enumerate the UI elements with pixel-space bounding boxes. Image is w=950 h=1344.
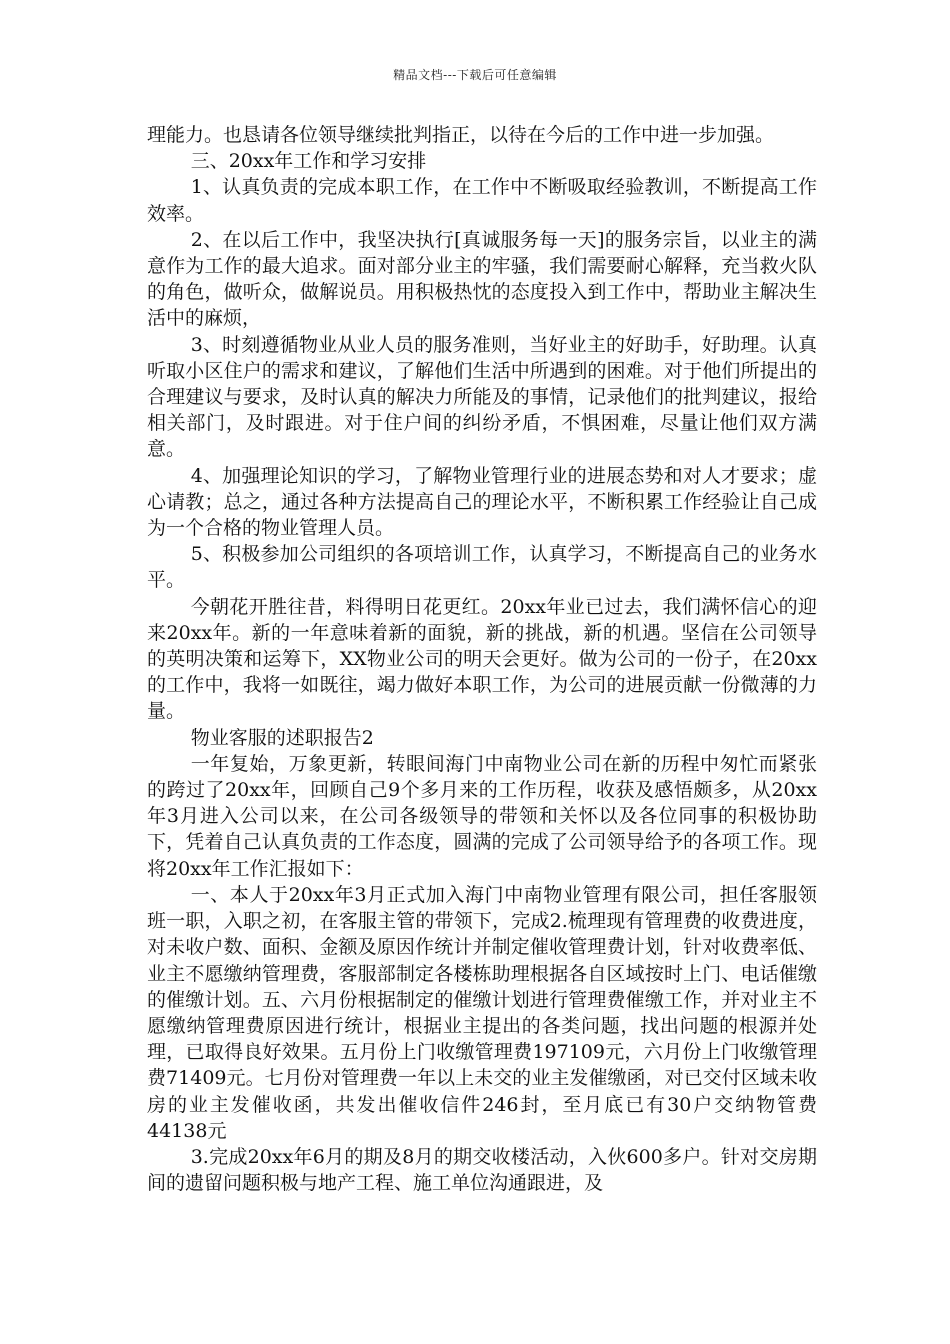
paragraph: 一、本人于20xx年3月正式加入海门中南物业管理有限公司，担任客服领班一职，入职之初，在客服主管的带领下，完成2.梳理现有管理费的收费进度，对未收户数、面积、金额及原因作统计并制定催收管理费计划，针对收费率低、业主不愿缴纳管理费，客服部制定各楼栋助理根据各自区域按时上门、电话催缴的催缴计划。五、六月份根据制定的催缴计划进行管理费催缴工作，并对业主不愿缴纳管理费原因进行统计，根据业主提出的各类问题，找出问题的根源并处理，已取得良好效果。五月份上门收缴管理费197109元，六月份上门收缴管理费71409元。七月份对管理费一年以上未交的业主发催缴函，对已交付区域未收房的业主发催收函，共发出催收信件246封，至月底已有30户交纳物管费44138元 bbox=[147, 883, 817, 1142]
page-header: 精品文档---下载后可任意编辑 bbox=[393, 68, 557, 82]
paragraph: 今朝花开胜往昔，料得明日花更红。20xx年业已过去，我们满怀信心的迎来20xx年。新的一年意味着新的面貌，新的挑战，新的机遇。坚信在公司领导的英明决策和运筹下，XX物业公司的明天会更好。做为公司的一份子，在20xx的工作中，我将一如既往，竭力做好本职工作，为公司的进展贡献一份微薄的力量。 bbox=[147, 595, 817, 723]
section-heading: 三、20xx年工作和学习安排 bbox=[190, 150, 427, 173]
paragraph: 1、认真负责的完成本职工作，在工作中不断吸取经验教训，不断提高工作效率。 bbox=[147, 176, 817, 225]
paragraph: 2、在以后工作中，我坚决执行[真诚服务每一天]的服务宗旨，以业主的满意作为工作的最大追求。面对部分业主的牢骚，我们需要耐心解释，充当救火队的角色，做听众，做解说员。用积极热忱的态度投入到工作中，帮助业主解决生活中的麻烦， bbox=[147, 228, 817, 330]
paragraph: 3、时刻遵循物业从业人员的服务准则，当好业主的好助手，好助理。认真听取小区住户的需求和建议，了解他们生活中所遇到的困难。对于他们所提出的合理建议与要求，及时认真的解决力所能及的事情，记录他们的批判建议，报给相关部门，及时跟进。对于住户间的纠纷矛盾，不惧困难，尽量让他们双方满意。 bbox=[147, 333, 817, 461]
paragraph: 3.完成20xx年6月的期及8月的期交收楼活动，入伙600多户。针对交房期间的遗留问题积极与地产工程、施工单位沟通跟进，及 bbox=[147, 1145, 817, 1195]
paragraph: 一年复始，万象更新，转眼间海门中南物业公司在新的历程中匆忙而紧张的跨过了20xx年，回顾自己9个多月来的工作历程，收获及感悟颇多，从20xx年3月进入公司以来，在公司各级领导的带领和关怀以及各位同事的积极协助下，凭着自己认真负责的工作态度，圆满的完成了公司领导给予的各项工作。现将20xx年工作汇报如下： bbox=[147, 752, 817, 880]
paragraph: 4、加强理论知识的学习，了解物业管理行业的进展态势和对人才要求；虚心请教；总之，通过各种方法提高自己的理论水平，不断积累工作经验让自己成为一个合格的物业管理人员。 bbox=[147, 464, 817, 540]
section-heading: 物业客服的述职报告2 bbox=[190, 726, 374, 749]
paragraph: 5、积极参加公司组织的各项培训工作，认真学习，不断提高自己的业务水平。 bbox=[147, 543, 817, 592]
document-body bbox=[147, 122, 817, 1196]
paragraph: 理能力。也恳请各位领导继续批判指正，以待在今后的工作中进一步加强。 bbox=[147, 124, 775, 146]
